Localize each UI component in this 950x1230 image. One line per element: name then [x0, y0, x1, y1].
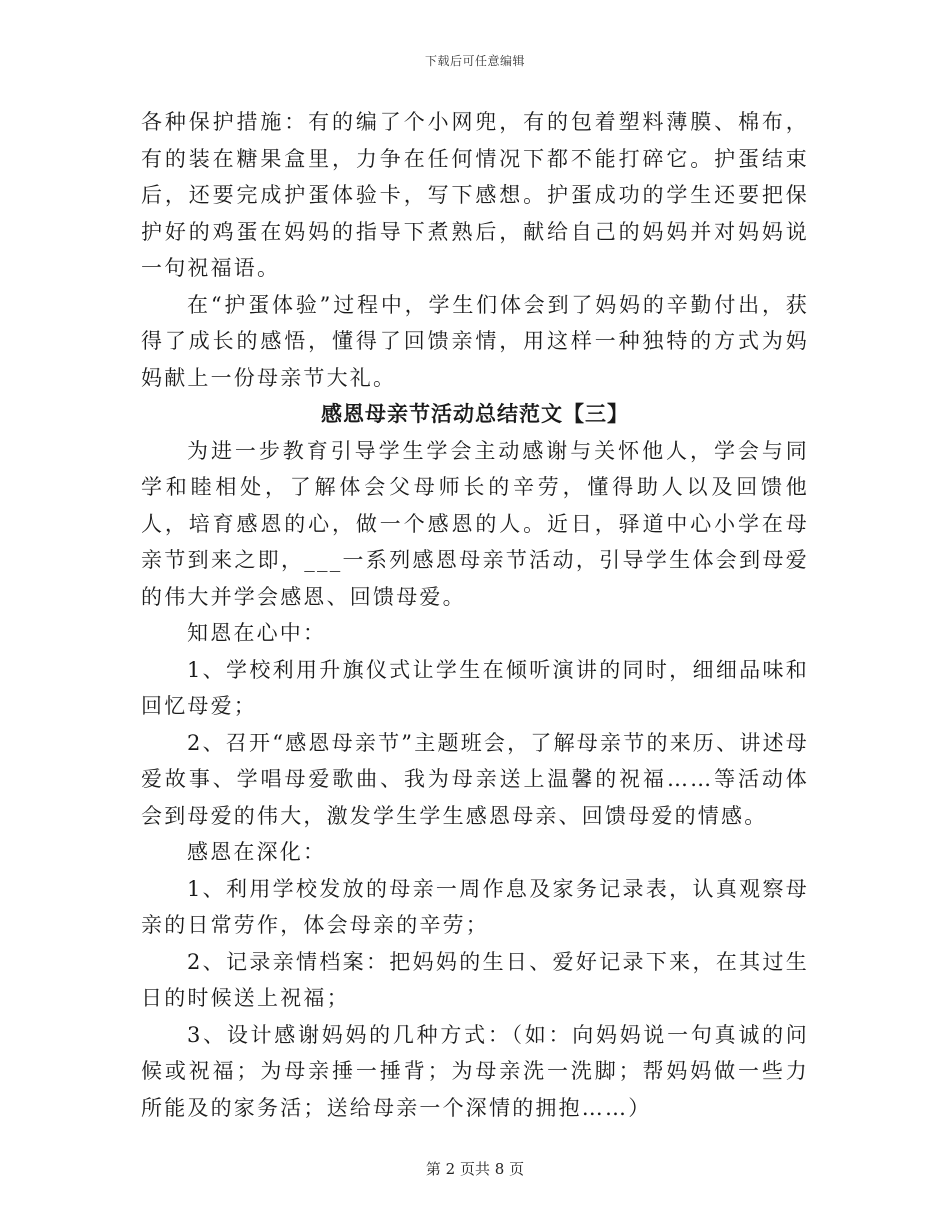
list-item-flag-ceremony: 1、学校利用升旗仪式让学生在倾听演讲的同时，细细品味和回忆母爱；: [141, 657, 809, 718]
section-heading: 感恩母亲节活动总结范文【三】: [321, 401, 629, 426]
paragraph-introduction: 为进一步教育引导学生学会主动感谢与关怀他人，学会与同学和睦相处，了解体会父母师长的辛劳，懂得助人以及回馈他人，培育感恩的心，做一个感恩的人。近日，驿道中心小学在母亲节到来之即，___一系列感恩母亲节活动，引导学生体会到母爱的伟大并学会感恩、回馈母爱。: [141, 438, 809, 609]
document-body: [141, 104, 809, 1126]
subheading-gratitude-deepening: 感恩在深化：: [187, 840, 327, 864]
page-header: 下载后可任意编辑: [424, 54, 525, 68]
list-item-thank-mom-ways: 3、设计感谢妈妈的几种方式：（如：向妈妈说一句真诚的问候或祝福；为母亲捶一捶背；为母亲洗一洗脚；帮妈妈做一些力所能及的家务活；送给母亲一个深情的拥抱……）: [141, 1022, 809, 1120]
paragraph-egg-experience-summary: 在“护蛋体验”过程中，学生们体会到了妈妈的辛勤付出，获得了成长的感悟，懂得了回馈亲情，用这样一种独特的方式为妈妈献上一份母亲节大礼。: [141, 292, 809, 390]
list-item-family-archive: 2、记录亲情档案：把妈妈的生日、爱好记录下来，在其过生日的时候送上祝福；: [141, 949, 809, 1010]
list-item-record-sheet: 1、利用学校发放的母亲一周作息及家务记录表，认真观察母亲的日常劳作，体会母亲的辛劳；: [141, 876, 809, 937]
subheading-gratitude-in-heart: 知恩在心中：: [187, 621, 327, 645]
page-number: 第 2 页共 8 页: [425, 1160, 525, 1178]
list-item-class-meeting: 2、召开“感恩母亲节”主题班会，了解母亲节的来历、讲述母爱故事、学唱母爱歌曲、我为母亲送上温馨的祝福……等活动体会到母爱的伟大，激发学生学生感恩母亲、回馈母爱的情感。: [141, 730, 809, 828]
paragraph-protection-measures: 各种保护措施：有的编了个小网兜，有的包着塑料薄膜、棉布，有的装在糖果盒里，力争在任何情况下都不能打碎它。护蛋结束后，还要完成护蛋体验卡，写下感想。护蛋成功的学生还要把保护好的鸡蛋在妈妈的指导下煮熟后，献给自己的妈妈并对妈妈说一句祝福语。: [141, 110, 809, 280]
